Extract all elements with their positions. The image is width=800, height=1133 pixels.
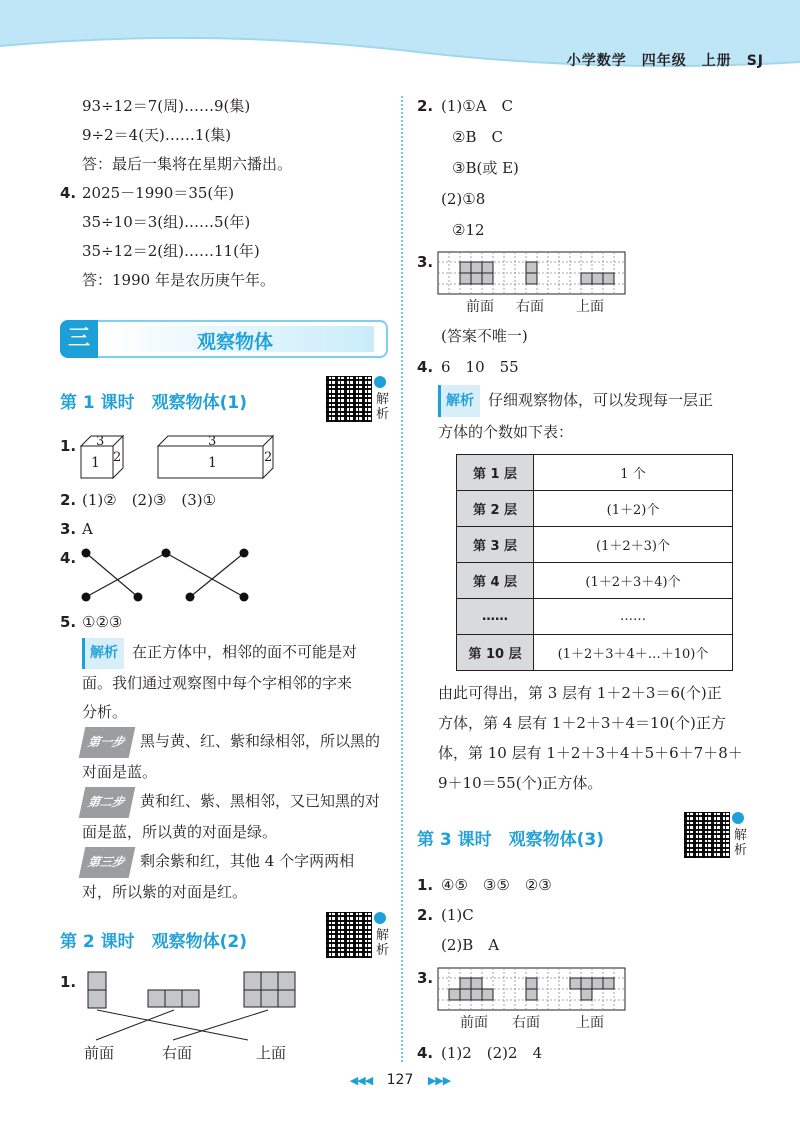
view-label-top: 上面 bbox=[576, 1015, 604, 1031]
page-number: 127 bbox=[386, 1072, 414, 1088]
question-number: 3. bbox=[60, 520, 77, 538]
qr-code[interactable] bbox=[684, 812, 730, 858]
calc-line: 9÷2＝4(天)……1(集) bbox=[82, 126, 232, 144]
column-divider bbox=[401, 96, 403, 1062]
play-icon bbox=[374, 376, 386, 388]
view-label-top: 上面 bbox=[576, 299, 604, 315]
question-number: 4. bbox=[417, 358, 434, 376]
answer-text: ①②③ bbox=[82, 613, 123, 631]
qr-code[interactable] bbox=[326, 376, 372, 422]
question-number: 5. bbox=[60, 613, 77, 631]
question-number: 1. bbox=[60, 973, 77, 991]
view-label-right: 右面 bbox=[162, 1044, 193, 1062]
question-number: 3. bbox=[417, 969, 434, 987]
chapter-number: 三 bbox=[60, 320, 98, 358]
answer-text: A bbox=[82, 520, 93, 538]
subject-title: 小学数学 四年级 上册 SJ bbox=[566, 53, 764, 69]
play-icon bbox=[732, 812, 744, 824]
answer-text: ④⑤ ③⑤ ②③ bbox=[441, 876, 552, 894]
box-top-number: 3 bbox=[208, 434, 217, 449]
play-icon bbox=[374, 912, 386, 924]
answer-text: 6 10 55 bbox=[441, 358, 519, 376]
table-row: 第 10 层 (1＋2＋3＋4＋…＋10)个 bbox=[457, 635, 733, 671]
note-text: (答案不唯一) bbox=[441, 327, 528, 345]
prev-arrows-icon: ◀◀◀ bbox=[349, 1074, 373, 1087]
question-number: 2. bbox=[417, 906, 434, 924]
answer-line: 答：最后一集将在星期六播出。 bbox=[82, 155, 293, 173]
chapter-banner bbox=[60, 320, 388, 358]
matching-lines-diagram bbox=[78, 545, 258, 605]
cube-front-number: 1 bbox=[91, 455, 100, 471]
answer-text: (1)② (2)③ (3)① bbox=[82, 491, 217, 509]
view-label-top: 上面 bbox=[256, 1044, 287, 1062]
views-matching-diagram bbox=[78, 968, 318, 1048]
table-row: …… …… bbox=[457, 599, 733, 635]
table-row: 第 3 层 (1＋2＋3)个 bbox=[457, 527, 733, 563]
question-number: 1. bbox=[417, 876, 434, 894]
table-row: 第 1 层 1 个 bbox=[457, 455, 733, 491]
answer-text: (2)B A bbox=[441, 936, 500, 954]
conclusion-text: 由此可得出，第 3 层有 1＋2＋3＝6(个)正 方体，第 4 层有 1＋2＋3＋4＝10(个)正方 体，第 10 层有 1＋2＋3＋4＋5＋6＋7＋8＋ 9＋10＝55(个)正方体。 bbox=[438, 684, 743, 792]
cube-side-number: 2 bbox=[113, 450, 122, 465]
answer-text: ③B(或 E) bbox=[452, 159, 519, 177]
question-number: 2. bbox=[417, 97, 434, 115]
table-row: 第 4 层 (1＋2＋3＋4)个 bbox=[457, 563, 733, 599]
qr-code[interactable] bbox=[326, 912, 372, 958]
answer-text: (1)C bbox=[441, 906, 474, 924]
answer-line: 答：1990 年是农历庚午年。 bbox=[82, 271, 275, 289]
calc-line: 2025－1990＝35(年) bbox=[82, 184, 235, 202]
grid-views-diagram bbox=[437, 967, 627, 1013]
question-number: 4. bbox=[60, 184, 77, 202]
lesson-title: 第 1 课时 观察物体(1) bbox=[60, 393, 248, 413]
box-side-number: 2 bbox=[264, 450, 273, 465]
question-number: 4. bbox=[417, 1044, 434, 1062]
box-front-number: 1 bbox=[208, 455, 217, 471]
view-label-front: 前面 bbox=[84, 1044, 115, 1062]
analysis-block: 解析 仔细观察物体，可以发现每一层正 方体的个数如下表： bbox=[438, 385, 778, 447]
layer-count-table bbox=[456, 454, 733, 671]
view-label-right: 右面 bbox=[512, 1015, 540, 1031]
cube-top-number: 3 bbox=[96, 434, 105, 449]
question-number: 4. bbox=[60, 549, 77, 567]
chapter-title: 观察物体 bbox=[197, 331, 274, 353]
analysis-block: 解析 在正方体中，相邻的面不可能是对 面。我们通过观察图中每个字相邻的字来 分析。 第一步 黑与黄、红、紫和绿相邻，所以黑的 对面是蓝。 第二步 黄和红、紫、黑相邻，又已知黑的对 面是蓝，所以黄的对面是绿。 第三步 剩余紫和红，其他 4 个字两两相 对，所以紫的对面是红。 bbox=[82, 638, 392, 907]
question-number: 2. bbox=[60, 491, 77, 509]
view-label-right: 右面 bbox=[516, 299, 544, 315]
qr-label: 解析 bbox=[734, 828, 748, 858]
grid-views-diagram bbox=[437, 251, 627, 297]
answer-text: (2)①8 bbox=[441, 190, 486, 208]
question-number: 3. bbox=[417, 253, 434, 271]
qr-label: 解析 bbox=[376, 928, 390, 958]
calc-line: 35÷12＝2(组)……11(年) bbox=[82, 242, 260, 260]
answer-text: (1)2 (2)2 4 bbox=[441, 1044, 543, 1062]
step-tag: 第一步 bbox=[79, 727, 136, 758]
page-footer bbox=[0, 1072, 800, 1088]
analysis-tag: 解析 bbox=[82, 638, 124, 669]
view-label-front: 前面 bbox=[460, 1015, 488, 1031]
qr-label: 解析 bbox=[376, 392, 390, 422]
view-label-front: 前面 bbox=[466, 299, 494, 315]
answer-text: (1)①A C bbox=[441, 97, 514, 115]
lesson-title: 第 2 课时 观察物体(2) bbox=[60, 932, 248, 952]
answer-text: ②B C bbox=[452, 128, 503, 146]
calc-line: 93÷12＝7(周)……9(集) bbox=[82, 97, 251, 115]
analysis-tag: 解析 bbox=[438, 385, 480, 417]
next-arrows-icon: ▶▶▶ bbox=[427, 1074, 451, 1087]
step-tag: 第三步 bbox=[79, 847, 136, 878]
calc-line: 35÷10＝3(组)……5(年) bbox=[82, 213, 251, 231]
step-tag: 第二步 bbox=[79, 787, 136, 818]
answer-text: ②12 bbox=[452, 221, 485, 239]
table-row: 第 2 层 (1＋2)个 bbox=[457, 491, 733, 527]
question-number: 1. bbox=[60, 437, 77, 455]
lesson-title: 第 3 课时 观察物体(3) bbox=[417, 830, 605, 850]
